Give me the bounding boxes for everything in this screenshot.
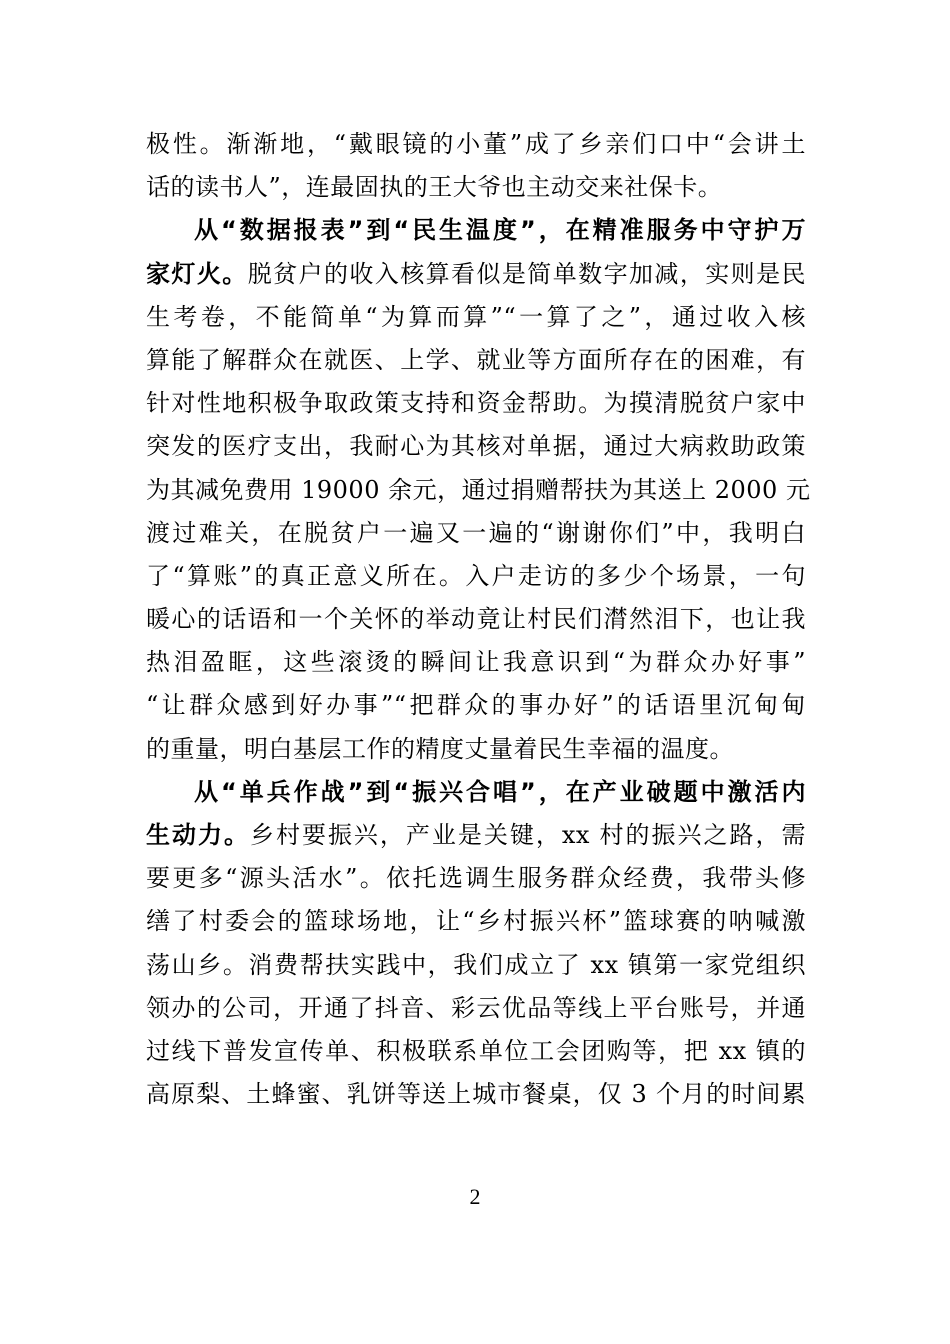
line-text: 高原梨、土蜂蜜、乳饼等送上城市餐桌，仅 3 个月的时间累 [146,1080,806,1109]
line-text: 乡村要振兴，产业是关键，xx 村的振兴之路，需 [249,821,806,849]
text-line [146,339,806,382]
line-text: 针对性地积极争取政策支持和资金帮助。为摸清脱贫户家中 [146,389,806,418]
text-line [146,296,806,339]
document-body [146,123,811,1116]
line-text: 过线下普发宣传单、积极联系单位工会团购等，把 xx 镇的 [146,1036,806,1065]
line-text: 渡过难关，在脱贫户一遍又一遍的“谢谢你们”中，我明白 [146,518,806,547]
line-text: 突发的医疗支出，我耐心为其核对单据，通过大病救助政策 [146,432,806,461]
text-line [146,771,806,814]
line-text: 了“算账”的真正意义所在。入户走访的多少个场景，一句 [146,561,806,590]
paragraph-heading: 从“单兵作战”到“振兴合唱”，在产业破题中激活内 [194,777,806,806]
text-line [146,382,806,425]
text-line [146,1073,806,1116]
line-text: 荡山乡。消费帮扶实践中，我们成立了 xx 镇第一家党组织 [146,950,806,979]
line-text: 极性。渐渐地，“戴眼镜的小董”成了乡亲们口中“会讲土 [146,130,806,158]
paragraph-heading: 生动力。 [146,821,250,849]
paragraph-heading: 家灯火。 [146,259,248,288]
text-line [146,641,806,684]
text-line [146,425,806,468]
text-line [146,512,806,555]
text-line [146,857,806,900]
text-line [146,598,806,641]
line-text: 领办的公司，开通了抖音、彩云优品等线上平台账号，并通 [146,993,806,1022]
line-text: 脱贫户的收入核算看似是简单数字加减，实则是民 [247,259,807,288]
text-line [146,253,806,296]
text-line [146,123,806,166]
text-line [146,1030,806,1073]
text-line [146,469,811,512]
text-line [146,555,806,598]
paragraph-heading: 从“数据报表”到“民生温度”，在精准服务中守护万 [194,216,806,245]
text-line [146,900,806,943]
page-number: 2 [469,1184,481,1209]
line-text: 缮了村委会的篮球场地，让“乡村振兴杯”篮球赛的呐喊激 [146,907,806,936]
line-text: 算能了解群众在就医、上学、就业等方面所存在的困难，有 [146,345,806,374]
text-line [146,209,806,252]
text-line [146,814,806,857]
text-line [146,987,806,1030]
line-text: 要更多“源头活水”。依托选调生服务群众经费，我带头修 [146,864,806,893]
text-line [146,684,806,727]
line-text: 的重量，明白基层工作的精度丈量着民生幸福的温度。 [146,734,734,763]
line-text: 话的读书人”，连最固执的王大爷也主动交来社保卡。 [146,173,723,202]
line-text: 热泪盈眶，这些滚烫的瞬间让我意识到“为群众办好事” [146,648,806,677]
text-line [146,944,806,987]
line-text: 为其减免费用 19000 余元，通过捐赠帮扶为其送上 2000 元 [146,475,811,504]
line-text: 生考卷，不能简单“为算而算”“一算了之”，通过收入核 [146,302,806,331]
text-line [146,728,806,771]
line-text: “让群众感到好办事”“把群众的事办好”的话语里沉甸甸 [146,691,806,720]
text-line [146,166,806,209]
line-text: 暖心的话语和一个关怀的举动竟让村民们潸然泪下，也让我 [146,605,806,634]
